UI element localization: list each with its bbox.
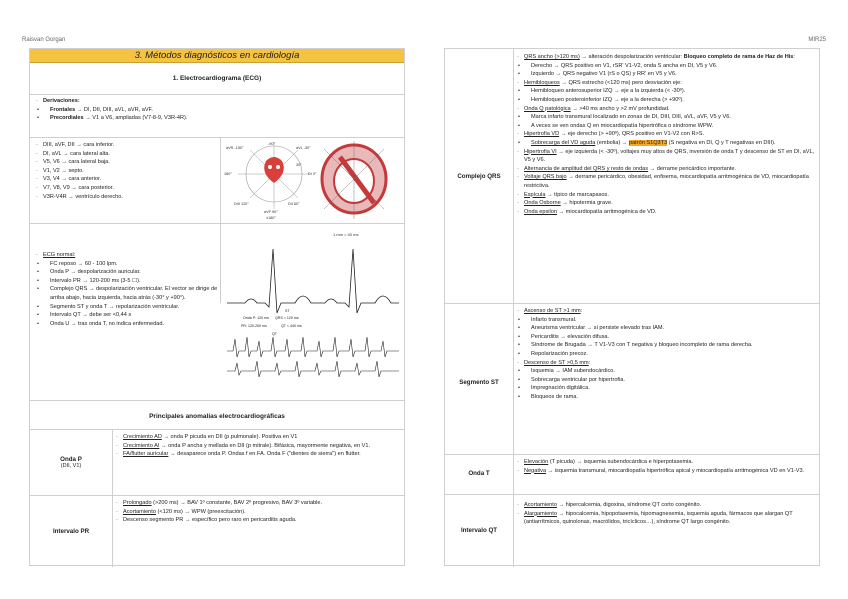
item-term: Onda epsilon: [524, 208, 557, 215]
onda-t-label: Onda T: [468, 469, 490, 477]
qrs-item: [517, 113, 817, 122]
item-term: Hipertrofia VD: [524, 131, 560, 138]
item-text: → QRS estrecho (<120 ms) pero desviación eje:: [559, 79, 682, 86]
onda-t-list: [517, 458, 817, 475]
frontales-label: Frontales: [50, 106, 76, 113]
ecg-normal-item: • Onda P → despolarización auricular.: [36, 268, 220, 277]
st-item: [517, 341, 817, 350]
qt-item: [517, 501, 817, 510]
axis-label-avf: aVF 90°: [264, 210, 278, 214]
item-text: Hemibloqueo anterosuperior IZQ → eje a la izquierda (< -30º).: [531, 88, 686, 95]
label-qrs: QRS < 120 ms: [275, 316, 299, 320]
qrs-item: [517, 105, 817, 114]
axis-label-diii: DIII 120°: [234, 202, 249, 206]
ecg-normal-block: [36, 251, 220, 328]
item-text: (T picuda) → isquemia subendocárdica e hiperpotasemia.: [548, 459, 694, 465]
item-text: Síndrome de Brugada → T V1-V3 con T negativa y bloqueo incompleto de rama derecha.: [531, 342, 753, 349]
item-text: Bloqueos de rama.: [531, 393, 578, 400]
st-item: [517, 333, 817, 342]
cara-item: - V5, V6 → cara lateral baja.: [36, 158, 216, 167]
left-page: [29, 48, 405, 566]
qrs-item: [517, 165, 817, 174]
heart-illustration: [322, 141, 386, 219]
item-bold: Bloqueo completo de rama de Haz de His: [683, 54, 794, 60]
qrs-item: [517, 208, 817, 217]
item-term: Elevación: [524, 459, 549, 465]
item-term: Voltaje QRS bajo: [524, 174, 567, 181]
onda-p-item: [116, 442, 400, 451]
qt-item: [517, 510, 817, 527]
item-term: Onda Osborne: [524, 200, 561, 207]
item-text: A veces se ven ondas Q en miocardiopatía hipertrófica o síndrome WPW.: [531, 122, 714, 129]
item-term: FA/flutter auricular: [123, 451, 169, 458]
st-item: [517, 316, 817, 325]
axis-label-dii: DII 60°: [288, 202, 300, 206]
cara-item: - V7, V8, V9 → cara posterior.: [36, 184, 216, 193]
precordiales-label: Precordiales: [50, 115, 84, 122]
axis-label-m90: -90°: [268, 142, 276, 146]
author-header: Raisvan Gorgan: [22, 37, 66, 43]
cara-item: - DIII, aVF, DII → cara inferior.: [36, 141, 216, 150]
ecg-normal-item: • Segmento ST y onda T → repolarización ventricular.: [36, 303, 220, 312]
label-qt: QT < 440 ms: [281, 324, 302, 328]
item-text: → onda P ancha y mellada en DII (p mitrale). Bifásica, mayormente negativa, en V1.: [159, 442, 371, 449]
item-text: → alteración despolarización ventricular:: [579, 54, 684, 60]
item-term: Prolongado: [123, 500, 152, 506]
cara-item: - V1, V2 → septo.: [36, 167, 216, 176]
intervalo-pr-list: [116, 499, 400, 525]
derivaciones-label: Derivaciones:: [43, 98, 80, 104]
qrs-item: [517, 173, 817, 190]
label-qt-short: QT: [272, 332, 277, 336]
derivaciones-block: [36, 97, 398, 123]
intervalo-pr-label-cell: [30, 495, 112, 567]
item-text: :: [580, 308, 583, 314]
precordiales-text: → V1 a V6, ampliadas (V7-8-9, V3R-4R).: [85, 115, 188, 122]
item-term: Crecimiento AD: [123, 434, 162, 440]
item-text: Marca infarto transmural localizado en zonas de DI, DIII, DIII, aVL, aVF, V5 y V6.: [531, 114, 731, 121]
item-text: → isquemia transmural, miocardiopatía hipertrófica apical y miocardiopatía arritmogénica VD en V1-V3.: [546, 467, 805, 474]
item-text: Hemibloqueo posteroinferior IZQ → eje a la derecha (> +90º).: [531, 96, 684, 103]
item-term: Negativa: [524, 467, 547, 474]
item-term: Acortamiento: [123, 508, 156, 515]
axis-label-30: 30°: [296, 163, 302, 167]
item-term: Hemibloqueos: [524, 79, 560, 86]
item-term: Espícula: [524, 191, 546, 198]
qrs-label: Complejo QRS: [457, 172, 501, 180]
ecg-normal-label: ECG normal:: [43, 252, 76, 258]
st-item: [517, 350, 817, 359]
chapter-title: 3. Métodos diagnósticos en cardiología: [30, 49, 404, 63]
label-onda-p: Onda P: 120 ms: [243, 316, 269, 320]
brand-header: MIR25: [808, 37, 826, 43]
onda-t-item: [517, 467, 817, 476]
qrs-item: [517, 87, 817, 96]
item-text: → eje izquierda (< -30º), voltajes muy altos de QRS, inversión de onda T y descenso de ST en DI, aVL, V5 y V6.: [524, 148, 815, 164]
ecg-section-title: 1. Electrocardiograma (ECG): [172, 75, 262, 82]
st-label: Segmento ST: [459, 378, 499, 386]
st-item: [517, 359, 817, 368]
intervalo-pr-item: [116, 516, 400, 525]
item-text: → hipotermia grave.: [560, 200, 613, 207]
item-text: → derrame pericárdico, obesidad, enfisema, miocardiopatía arritmogénica de VD, miocardiopatía restrictiva.: [524, 174, 809, 189]
st-item: [517, 376, 817, 385]
cara-item: - V3, V4 → cara anterior.: [36, 175, 216, 184]
intervalo-pr-item: [116, 499, 400, 508]
onda-t-label-cell: [445, 454, 513, 492]
onda-p-label-cell: [30, 429, 112, 495]
onda-p-list: [116, 433, 400, 459]
axis-label-pm180: ±180°: [266, 216, 276, 220]
qrs-item: [517, 148, 817, 165]
qt-list: [517, 501, 817, 527]
axis-label-avl: aVL -30°: [296, 146, 311, 150]
onda-p-item: [116, 450, 400, 459]
qt-label-cell: [445, 494, 513, 567]
onda-p-sublabel: (DII, V1): [60, 462, 82, 469]
onda-t-item: [517, 458, 817, 467]
item-term: Onda Q patológica: [524, 105, 571, 112]
axis-label-di: DI 0°: [308, 172, 317, 176]
st-label-cell: [445, 303, 513, 461]
item-text: → típico de marcapasos.: [545, 191, 609, 198]
item-text: → miocardiopatía arritmogénica de VD.: [556, 208, 657, 215]
st-item: [517, 324, 817, 333]
item-term: Acortamiento: [524, 502, 557, 508]
qrs-item: [517, 53, 817, 62]
cara-item: - V3R-V4R → ventrículo derecho.: [36, 193, 216, 202]
qrs-item: [517, 96, 817, 105]
ecg-scale-label: 1 mm = 40 ms: [333, 232, 359, 237]
intervalo-pr-item: [116, 508, 400, 517]
st-item: [517, 384, 817, 393]
item-term: Crecimiento AI: [123, 442, 160, 449]
item-text: Aneurisma ventricular → si persiste elevado tras IAM.: [531, 325, 665, 332]
label-st: ST: [285, 309, 290, 313]
qrs-item: [517, 130, 817, 139]
item-text: Infarto transmural.: [531, 316, 577, 323]
ecg-normal-item: • Complejo QRS → despolarización ventricular. El vector se dirige de arriba abajo, hacia izquierda, hacia atrás (-30° y +90°).: [36, 285, 220, 302]
item-term: Hipertrofia VI: [524, 148, 557, 155]
anomalias-title: Principales anomalías electrocardiográficas: [149, 413, 285, 420]
item-text: Izquierdo → QRS negativo V1 (rS o QS) y RR' en V5 y V6.: [531, 71, 677, 78]
item-text: Repolarización precoz.: [531, 350, 588, 357]
label-pr: PR: 120-200 ms: [241, 324, 267, 328]
item-highlight: patrón S1Q3T3: [628, 139, 668, 146]
item-text: → desaparece onda P. Ondas f en FA. Onda F ("dientes de sierra") en flutter.: [168, 451, 361, 458]
ecg-trace-figure: [225, 229, 401, 379]
item-term: QRS ancho (>120 ms): [524, 54, 580, 60]
item-text: → >40 ms ancho y >2 mV profundidad.: [570, 105, 670, 112]
item-text: → hipocalcemia, hipopotasemia, hipomagnesemia, isquemia aguda, fármacos que alargan QT (antiarrítmicos, quinolonas, macrólidos, tricíclicos…), síndrome QT largo congénito.: [524, 510, 793, 526]
cara-item: - DI, aVL → cara lateral alta.: [36, 150, 216, 159]
right-page: [444, 48, 820, 566]
axis-label-avr: aVR -150°: [226, 146, 244, 150]
qrs-item: [517, 79, 817, 88]
qrs-item: [517, 70, 817, 79]
ecg-normal-item: • Onda U → tras onda T, no indica enfermedad.: [36, 320, 220, 329]
st-list: [517, 307, 817, 402]
item-text-2: :: [793, 54, 795, 60]
qrs-item: [517, 122, 817, 131]
item-text: Impregnación digitálica.: [531, 385, 590, 392]
item-term: Ascenso de ST >1 mm: [524, 308, 581, 314]
item-text: Isquemia → IAM subendocárdico.: [531, 368, 615, 375]
qt-label: Intervalo QT: [460, 527, 498, 534]
qrs-item: [517, 139, 817, 148]
item-text: Sobrecarga ventricular por hipertrofia.: [531, 376, 625, 383]
item-term: Alargamiento: [524, 510, 557, 517]
item-text: Derecho → QRS positivo en V1, rSR' V1-V2, onda S ancha en DI, V5 y V6.: [531, 62, 718, 69]
item-text: (embolia) →: [595, 139, 629, 146]
ecg-normal-item: • Intervalo QT → debe ser <0,44 s: [36, 311, 220, 320]
item-term: Sobrecarga del VD aguda: [531, 139, 596, 146]
intervalo-pr-label: Intervalo PR: [52, 527, 90, 535]
caras-list: [36, 141, 216, 201]
qrs-list: [517, 53, 817, 216]
qrs-item: [517, 199, 817, 208]
st-item: [517, 307, 817, 316]
item-text: Pericarditis → elevación difusa.: [531, 333, 610, 340]
qrs-item: [517, 191, 817, 200]
item-text: → derrame pericárdico importante.: [648, 165, 737, 172]
item-text: :: [588, 359, 591, 366]
item-text: → hipercalcemia, digoxina, síndrome QT corto congénito.: [556, 502, 702, 508]
item-term: Descenso de ST >0,5 mm: [524, 359, 589, 366]
heart-axis-figure: [224, 139, 402, 221]
frontales-text: → DI, DII, DIII, aVL, aVR, aVF.: [76, 106, 153, 113]
st-item: [517, 367, 817, 376]
qrs-label-cell: [445, 49, 513, 303]
onda-p-item: [116, 433, 400, 442]
st-item: [517, 393, 817, 402]
ecg-normal-item: • FC reposo → 60 - 100 lpm.: [36, 260, 220, 269]
item-text: (<120 ms) → WPW (preexcitación).: [155, 508, 246, 515]
item-text: → eje derecho (> +90º), QRS positivo en V1-V2 con R>S.: [559, 131, 705, 138]
qrs-item: [517, 62, 817, 71]
item-text-2: (S negativa en DI, Q y T negativas en DIII).: [667, 139, 776, 146]
ecg-normal-item: • Intervalo PR → 120-200 ms (3-5 ☐).: [36, 277, 220, 286]
item-text: → onda P picuda en DII (p pulmonale). Positiva en V1: [161, 434, 298, 440]
axis-label-180: 180°: [224, 172, 232, 176]
item-term: Alternancia de amplitud del QRS y resto de ondas: [524, 165, 649, 172]
item-text: (>200 ms) → BAV 1º constante, BAV 2º progresivo, BAV 3º variable.: [151, 500, 323, 506]
item-text: Descenso segmento PR → específico pero raro en pericarditis aguda.: [123, 517, 297, 524]
onda-p-label: Onda P: [60, 455, 82, 463]
